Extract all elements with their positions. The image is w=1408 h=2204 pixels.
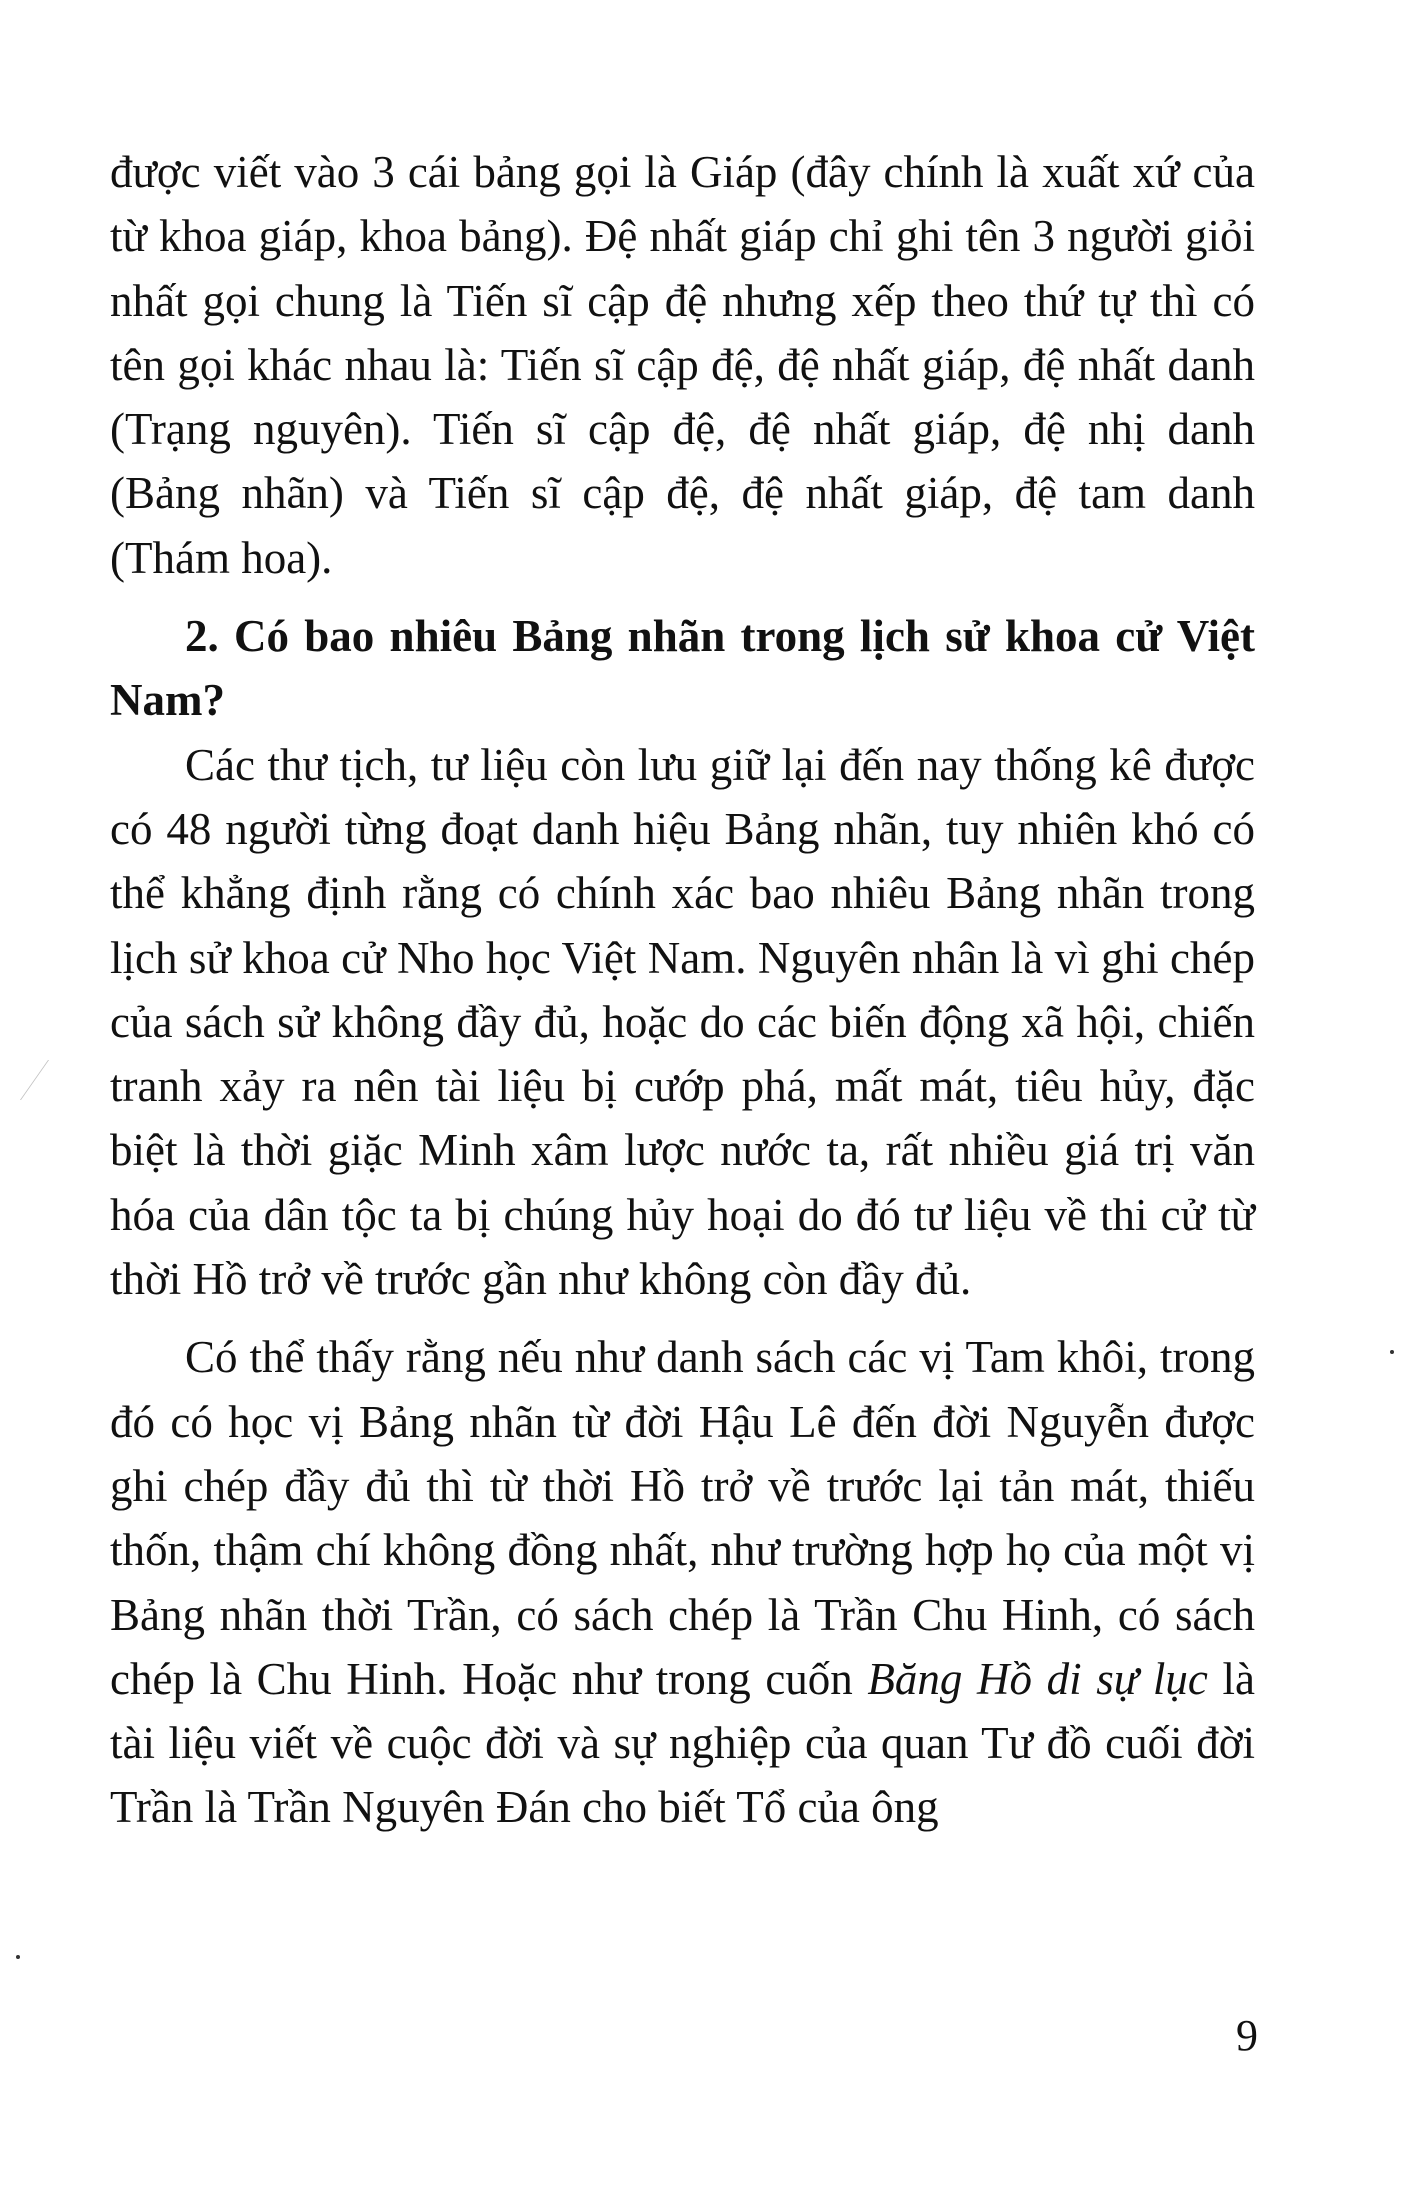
paragraph-3: [110, 1325, 1255, 1839]
section-heading: 2. Có bao nhiêu Bảng nhãn trong lịch sử khoa cử Việt Nam?: [110, 611, 1255, 726]
scan-mark: [0, 1060, 49, 1100]
scan-speck: [1390, 1350, 1394, 1354]
paragraph-3-text: Có thể thấy rằng nếu như danh sách các vị Tam khôi, trong đó có học vị Bảng nhãn từ đời Hậu Lê đến đời Nguyễn được ghi chép đầy đủ thì từ thời Hồ trở về trước lại tản mát, thiếu thốn, thậm chí không đồng nhất, như trường hợp họ của một vị Bảng nhãn thời Trần, có sách chép là Trần Chu Hinh, có sách chép là Chu Hinh. Hoặc như trong cuốn: [110, 1332, 1255, 1704]
page-number: 9: [1236, 2011, 1258, 2060]
paragraph-continued: được viết vào 3 cái bảng gọi là Giáp (đây chính là xuất xứ của từ khoa giáp, khoa bảng). Đệ nhất giáp chỉ ghi tên 3 người giỏi nhất gọi chung là Tiến sĩ cập đệ nhưng xếp theo thứ tự thì có tên gọi khác nhau là: Tiến sĩ cập đệ, đệ nhất giáp, đệ nhất danh (Trạng nguyên). Tiến sĩ cập đệ, đệ nhất giáp, đệ nhị danh (Bảng nhãn) và Tiến sĩ cập đệ, đệ nhất giáp, đệ tam danh (Thám hoa).: [110, 147, 1255, 583]
paragraph-3-text-cont: là tài liệu viết về cuộc đời và sự nghiệp của quan Tư đồ cuối đời Trần là Trần Nguyên Đán cho biết Tổ của ông: [110, 1653, 1255, 1833]
book-title: Băng Hồ di sự lục: [867, 1653, 1208, 1704]
paragraph-2: Các thư tịch, tư liệu còn lưu giữ lại đến nay thống kê được có 48 người từng đoạt danh hiệu Bảng nhãn, tuy nhiên khó có thể khẳng định rằng có chính xác bao nhiêu Bảng nhãn trong lịch sử khoa cử Nho học Việt Nam. Nguyên nhân là vì ghi chép của sách sử không đầy đủ, hoặc do các biến động xã hội, chiến tranh xảy ra nên tài liệu bị cướp phá, mất mát, tiêu hủy, đặc biệt là thời giặc Minh xâm lược nước ta, rất nhiều giá trị văn hóa của dân tộc ta bị chúng hủy hoại do đó tư liệu về thi cử từ thời Hồ trở về trước gần như không còn đầy đủ.: [110, 739, 1255, 1305]
scan-speck: [16, 1955, 20, 1959]
body-text: [110, 140, 1255, 1840]
